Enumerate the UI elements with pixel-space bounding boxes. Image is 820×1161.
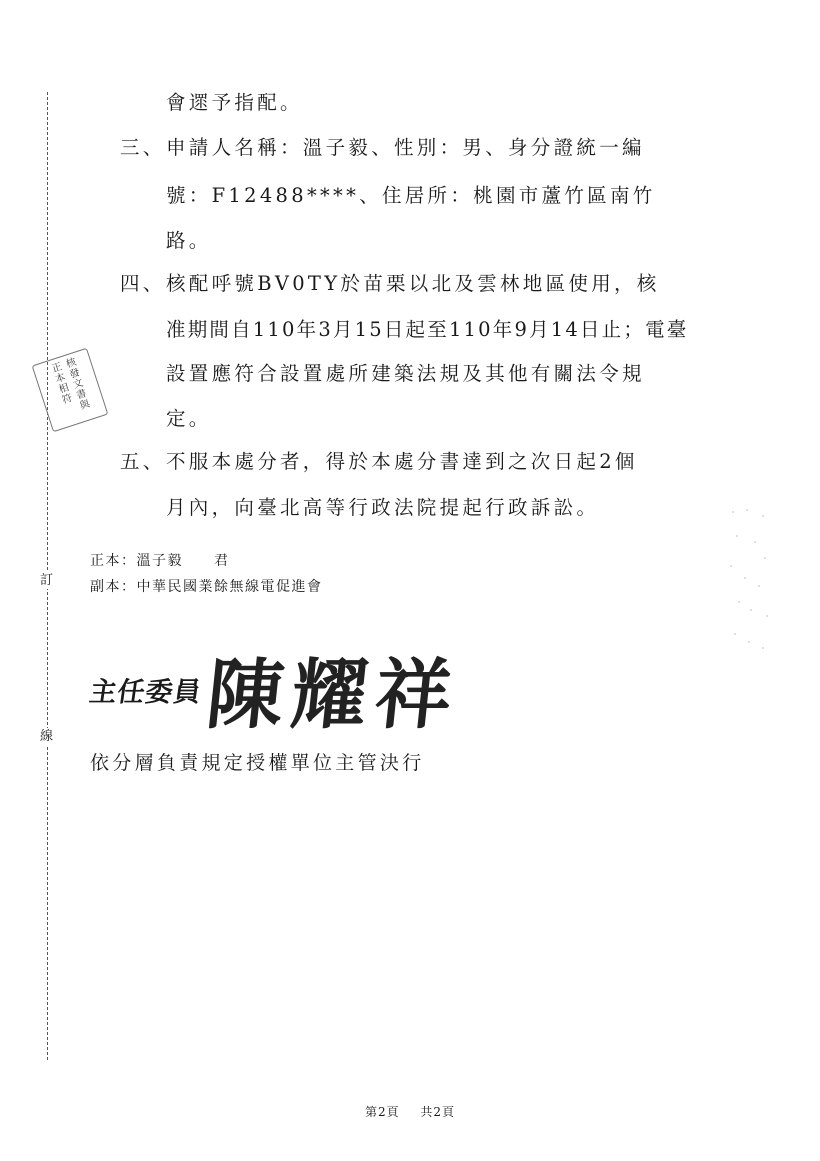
scan-noise	[728, 505, 770, 655]
delegation-note: 依分層負責規定授權單位主管決行	[90, 752, 425, 774]
body-line-6: 准期間自110年3月15日起至110年9月14日止；電臺	[166, 318, 689, 341]
page-footer	[0, 1103, 820, 1120]
page-number: 第2頁	[364, 1105, 400, 1119]
signature-block	[87, 620, 470, 739]
item-number-3: 三、	[120, 136, 166, 159]
body-line-2: 申請人名稱：溫子毅、性別：男、身分證統一編	[166, 136, 645, 159]
stamp-text: 核發文書與正本相符	[48, 356, 90, 413]
signatory-name: 陳耀祥	[202, 650, 465, 739]
body-line-5: 核配呼號BV0TY於苗栗以北及雲林地區使用，核	[166, 272, 660, 295]
signatory-title: 主任委員	[87, 677, 204, 708]
body-line-7: 設置應符合設置處所建築法規及其他有關法令規	[166, 362, 645, 385]
copy-recipient: 副本：中華民國業餘無線電促進會	[90, 579, 323, 595]
verification-stamp	[32, 348, 109, 432]
body-line-1: 會遝予指配。	[166, 91, 303, 114]
body-line-3: 號：F12488****、住居所：桃園市蘆竹區南竹	[166, 184, 656, 207]
binding-mark-xian: 線	[40, 729, 54, 744]
item-number-5: 五、	[120, 450, 166, 473]
body-line-4: 路。	[166, 229, 212, 252]
original-recipient: 正本：溫子毅 君	[90, 553, 230, 569]
item-number-4: 四、	[120, 272, 166, 295]
body-line-10: 月內，向臺北高等行政法院提起行政訴訟。	[166, 496, 600, 519]
body-line-8: 定。	[166, 407, 212, 430]
binding-mark-ding: 訂	[40, 573, 54, 588]
body-line-9: 不服本處分者，得於本處分書達到之次日起2個	[166, 450, 638, 473]
page-total: 共2頁	[420, 1105, 456, 1119]
